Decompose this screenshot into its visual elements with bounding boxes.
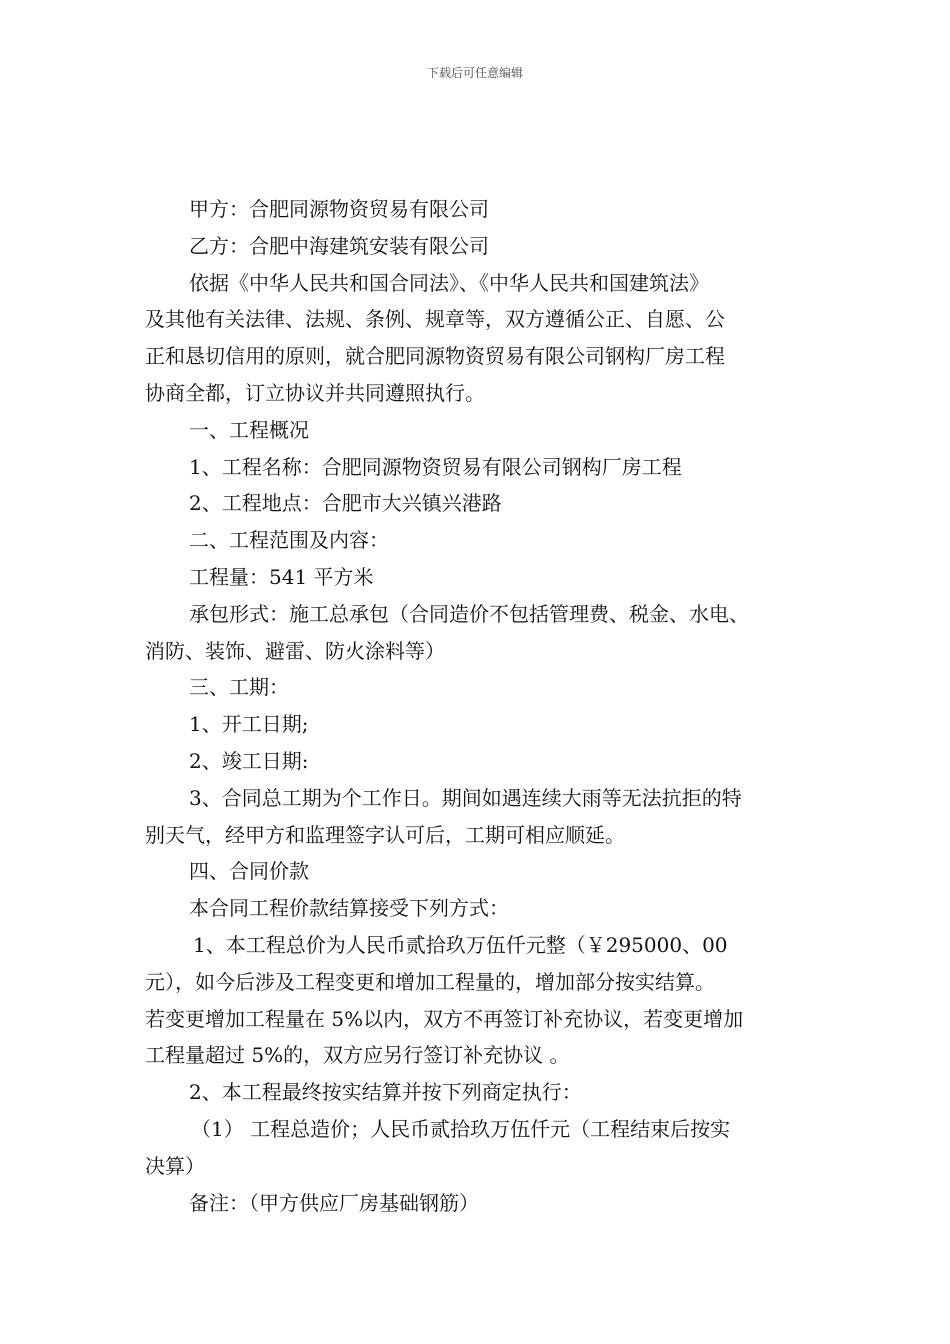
preamble-line-2: 及其他有关法律、法规、条例、规章等，双方遵循公正、自愿、公: [145, 307, 725, 332]
preamble-line-3: 正和恳切信用的原则，就合肥同源物资贸易有限公司钢构厂房工程: [145, 344, 725, 369]
project-location-line: 2、工程地点：合肥市大兴镇兴港路: [189, 491, 502, 516]
quantity-line: 工程量：541 平方米: [189, 564, 374, 589]
project-name-line: 1、工程名称：合肥同源物资贸易有限公司钢构厂房工程: [189, 454, 682, 479]
price-clause-line-2: 元），如今后涉及工程变更和增加工程量的，增加部分按实结算。: [145, 969, 715, 994]
price-clause-line-1: 1、本工程总价为人民币贰拾玖万伍仟元整（￥295000、00: [193, 932, 728, 957]
price-clause-line-3: 若变更增加工程量在 5%以内，双方不再签订补充协议，若变更增加: [145, 1006, 744, 1031]
preamble-line-4: 协商全都，订立协议并共同遵照执行。: [145, 380, 485, 405]
contract-body: [145, 191, 825, 1221]
settlement-intro-line: 本合同工程价款结算接受下列方式：: [189, 896, 509, 921]
party-a-line: 甲方：合肥同源物资贸易有限公司: [189, 197, 489, 221]
party-b-line: 乙方：合肥中海建筑安装有限公司: [189, 233, 489, 258]
remarks-line: 备注：（甲方供应厂房基础钢筋）: [189, 1190, 479, 1215]
start-date-line: 1、开工日期;: [189, 712, 309, 737]
final-settlement-line: 2、本工程最终按实结算并按下列商定执行：: [189, 1080, 582, 1105]
completion-date-line: 2、竣工日期:: [189, 748, 309, 773]
price-clause-line-4: 工程量超过 5%的，双方应另行签订补充协议 。: [145, 1043, 570, 1068]
total-cost-line-2: 决算）: [145, 1153, 205, 1178]
duration-line-1: 3、合同总工期为个工作日。期间如遇连续大雨等无法抗拒的特: [189, 785, 742, 810]
section-heading-3: 三、工期：: [189, 675, 289, 700]
section-heading-4: 四、合同价款: [189, 859, 309, 884]
section-heading-2: 二、工程范围及内容：: [189, 528, 389, 553]
duration-line-2: 别天气，经甲方和监理签字认可后，工期可相应顺延。: [145, 822, 625, 847]
preamble-line-1: 依据《中华人民共和国合同法》、《中华人民共和国建筑法》: [189, 270, 709, 295]
contract-form-line-2: 消防、装饰、避雷、防火涂料等）: [145, 638, 445, 663]
total-cost-line-1: （1） 工程总造价；人民币贰拾玖万伍仟元（工程结束后按实: [191, 1116, 731, 1141]
section-heading-1: 一、工程概况: [189, 417, 309, 442]
page-header: 下载后可任意编辑: [426, 66, 523, 80]
contract-form-line-1: 承包形式：施工总承包（合同造价不包括管理费、税金、水电、: [189, 601, 749, 626]
